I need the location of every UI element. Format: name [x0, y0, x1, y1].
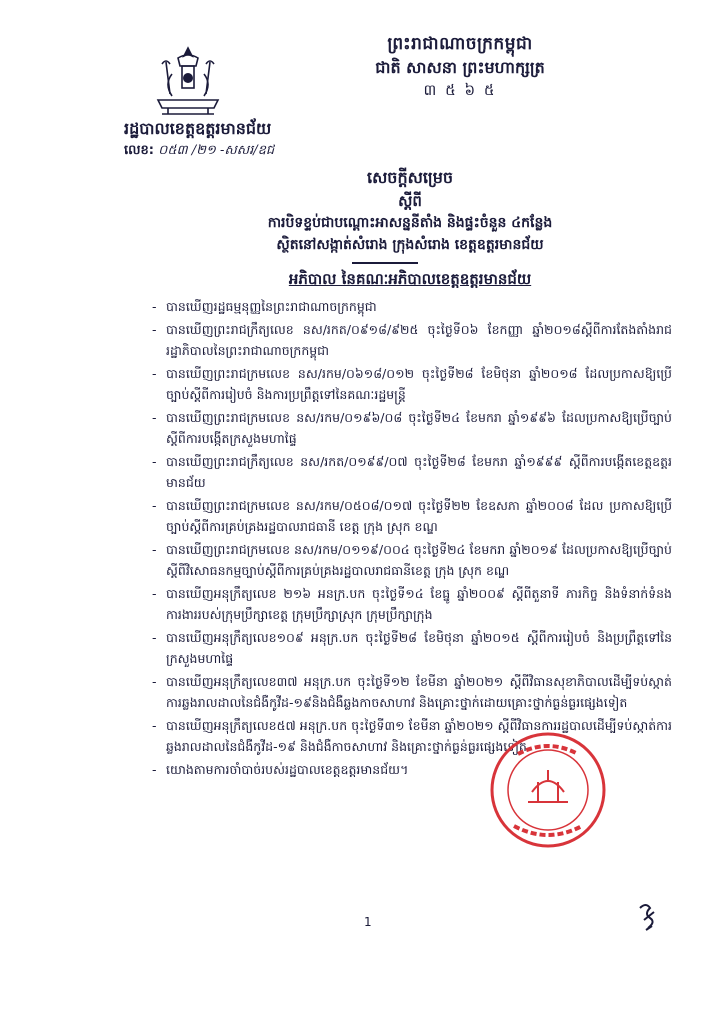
- list-item: - យោងតាមការចាំបាច់របស់រដ្ឋបាលខេត្តឧត្តរមានជ័យ។: [152, 762, 409, 777]
- kingdom-header: [270, 32, 650, 100]
- list-item: - បានឃើញព្រះរាជក្រមលេខ នស/រកម/០៦១៨/០១២ ចុះថ្ងៃទី២៨ ខែមិថុនា ឆ្នាំ២០១៨ ដែលប្រកាសឱ្យប្រើច្បាប់ស្ដីពីការរៀបចំ និងការប្រព្រឹត្តទៅនៃគណៈរដ្ឋមន្ត្រី: [152, 366, 672, 402]
- preamble-text: បានឃើញអនុក្រឹត្យលេខ១០៩ អនុក្រ.បក ចុះថ្ងៃទី២៨ ខែមិថុនា ឆ្នាំ២០១៥ ស្ដីពីការរៀបចំ និងប្រព្រឹត្តទៅនៃក្រសួងមហាផ្ទៃ: [166, 630, 672, 666]
- list-item: - បានឃើញព្រះរាជក្រឹត្យលេខ នស/រកត/០៩១៨/៩២៥ ចុះថ្ងៃទី០៦ ខែកញ្ញា ឆ្នាំ២០១៨ស្ដីពីការតែងតាំងរាជរដ្ឋាភិបាលនៃព្រះរាជាណាចក្រកម្ពុជា: [152, 322, 672, 358]
- administration-name: រដ្ឋបាលខេត្តឧត្តរមានជ័យ: [124, 119, 272, 138]
- list-item: - បានឃើញអនុក្រឹត្យលេខ៥៧ អនុក្រ.បក ចុះថ្ងៃទី៣១ ខែមីនា ឆ្នាំ២០២១ ស្ដីពីវិធានការរដ្ឋបាលដើម្បីទប់ស្កាត់ការឆ្លងរាលដាលនៃជំងឺកូវីដ-១៩ និងជំងឺកាចសាហាវ និងគ្រោះថ្នាក់ធ្ងន់ធ្ងរផ្សេងទៀត: [152, 718, 672, 754]
- official-seal-icon: [488, 730, 608, 850]
- list-item: - បានឃើញព្រះរាជក្រមលេខ នស/រកម/០៥០៨/០១៧ ចុះថ្ងៃទី២២ ខែឧសភា ឆ្នាំ២០០៨ ដែល ប្រកាសឱ្យប្រើច្បាប់ស្ដីពីការគ្រប់គ្រងរដ្ឋបាលរាជធានី ខេត្ត ក្រុង ស្រុក ខណ្ឌ: [152, 498, 672, 534]
- list-item: - បានឃើញព្រះរាជក្រឹត្យលេខ នស/រកត/០១៩៩/០៧ ចុះថ្ងៃទី២៨ ខែមករា ឆ្នាំ១៩៩៩ ស្ដីពីការបង្កើតខេត្តឧត្តរមានជ័យ: [152, 454, 672, 490]
- kingdom-line: ព្រះរាជាណាចក្រកម្ពុជា: [387, 34, 533, 54]
- preamble-text: បានឃើញព្រះរាជក្រមលេខ នស/រកម/០១៩៦/០៨ ចុះថ្ងៃទី២៤ ខែមករា ឆ្នាំ១៩៩៦ ដែលប្រកាសឱ្យប្រើច្បាប់ស្ដីពីការបង្កើតក្រសួងមហាផ្ទៃ: [166, 410, 672, 446]
- preamble-text: បានឃើញអនុក្រឹត្យលេខ៥៧ អនុក្រ.បក ចុះថ្ងៃទី៣១ ខែមីនា ឆ្នាំ២០២១ ស្ដីពីវិធានការរដ្ឋបាលដើម្បីទប់ស្កាត់ការឆ្លងរាលដាលនៃជំងឺកូវីដ-១៩ និងជំងឺកាចសាហាវ និងគ្រោះថ្នាក់ធ្ងន់ធ្ងរផ្សេងទៀត: [166, 718, 672, 754]
- royal-emblem-icon: [148, 44, 228, 116]
- motto-line: ជាតិ សាសនា ព្រះមហាក្សត្រ: [375, 58, 545, 77]
- list-item: - បានឃើញរដ្ឋធម្មនុញ្ញនៃព្រះរាជាណាចក្រកម្ពុជា: [152, 299, 377, 314]
- decision-heading: សេចក្ដីសម្រេច: [366, 168, 453, 187]
- authority-heading: អភិបាល នៃគណៈអភិបាលខេត្តឧត្តរមានជ័យ: [288, 270, 532, 288]
- decision-on: ស្ដីពី: [398, 192, 422, 210]
- subject-line-2: ស្ថិតនៅសង្កាត់សំរោង ក្រុងសំរោង ខេត្តឧត្តរមានជ័យ: [276, 237, 544, 253]
- preamble-text: បានឃើញព្រះរាជក្រឹត្យលេខ នស/រកត/០១៩៩/០៧ ចុះថ្ងៃទី២៨ ខែមករា ឆ្នាំ១៩៩៩ ស្ដីពីការបង្កើតខេត្តឧត្តរមានជ័យ: [166, 454, 672, 490]
- decision-title: [150, 166, 670, 256]
- preamble-text: បានឃើញព្រះរាជក្រឹត្យលេខ នស/រកត/០៩១៨/៩២៥ ចុះថ្ងៃទី០៦ ខែកញ្ញា ឆ្នាំ២០១៨ស្ដីពីការតែងតាំងរាជរដ្ឋាភិបាលនៃព្រះរាជាណាចក្រកម្ពុជា: [166, 322, 672, 358]
- preamble-text: យោងតាមការចាំបាច់របស់រដ្ឋបាលខេត្តឧត្តរមានជ័យ។: [166, 762, 409, 777]
- header-ornament: ៣ ៥ ៦ ៥: [423, 81, 497, 99]
- reference-number: [124, 142, 274, 161]
- reference-value: ០៥៣ /២១ -សសរ/ឧជ: [158, 143, 275, 158]
- page-number: 1: [364, 915, 372, 929]
- preamble-text: បានឃើញព្រះរាជក្រមលេខ នស/រកម/០៦១៨/០១២ ចុះថ្ងៃទី២៨ ខែមិថុនា ឆ្នាំ២០១៨ ដែលប្រកាសឱ្យប្រើច្បាប់ស្ដីពីការរៀបចំ និងការប្រព្រឹត្តទៅនៃគណៈរដ្ឋមន្ត្រី: [166, 366, 672, 402]
- list-item: - បានឃើញអនុក្រឹត្យលេខ ២១៦ អនក្រ.បក ចុះថ្ងៃទី១៤ ខែធ្នូ ឆ្នាំ២០០៩ ស្ដីពីតួនាទី ភារកិច្ច និងទំនាក់ទំនងការងាររបស់ក្រុមប្រឹក្សាខេត្ត ក្រុមប្រឹក្សាស្រុក ក្រុមប្រឹក្សាក្រុង: [152, 586, 672, 622]
- list-item: - បានឃើញព្រះរាជក្រមលេខ នស/រកម/០១១៩/០០៤ ចុះថ្ងៃទី២៤ ខែមករា ឆ្នាំ២០១៩ ដែលប្រកាសឱ្យប្រើច្បាប់ស្ដីពីវិសោធនកម្មច្បាប់ស្ដីពីការគ្រប់គ្រងរដ្ឋបាលរាជធានីខេត្ត ក្រុង ស្រុក ខណ្ឌ: [152, 542, 672, 578]
- subject-line-1: ការបិទខ្ទប់ជាបណ្ដោះអាសន្ននីតាំង និងផ្ទះចំនួន ៤កន្លែង: [267, 215, 553, 231]
- preamble-text: បានឃើញព្រះរាជក្រមលេខ នស/រកម/០១១៩/០០៤ ចុះថ្ងៃទី២៤ ខែមករា ឆ្នាំ២០១៩ ដែលប្រកាសឱ្យប្រើច្បាប់ស្ដីពីវិសោធនកម្មច្បាប់ស្ដីពីការគ្រប់គ្រងរដ្ឋបាលរាជធានីខេត្ត ក្រុង ស្រុក ខណ្ឌ: [166, 542, 672, 578]
- list-item: - បានឃើញអនុក្រឹត្យលេខ១០៩ អនុក្រ.បក ចុះថ្ងៃទី២៨ ខែមិថុនា ឆ្នាំ២០១៥ ស្ដីពីការរៀបចំ និងប្រព្រឹត្តទៅនៃក្រសួងមហាផ្ទៃ: [152, 630, 672, 666]
- list-item: - បានឃើញព្រះរាជក្រមលេខ នស/រកម/០១៩៦/០៨ ចុះថ្ងៃទី២៤ ខែមករា ឆ្នាំ១៩៩៦ ដែលប្រកាសឱ្យប្រើច្បាប់ស្ដីពីការបង្កើតក្រសួងមហាផ្ទៃ: [152, 410, 672, 446]
- preamble-text: បានឃើញអនុក្រឹត្យលេខ៣៧ អនុក្រ.បក ចុះថ្ងៃទី១២ ខែមីនា ឆ្នាំ២០២១ ស្ដីពីវិធានសុខាភិបាលដើម្បីទប់ស្កាត់ការឆ្លងរាលដាលនៃជំងឺកូវីដ-១៩និងជំងឺឆ្លងកាចសាហាវ និងគ្រោះថ្នាក់ដោយគ្រោះថ្នាក់ធ្ងន់ធ្ងរផ្សេងទៀត: [166, 674, 672, 710]
- preamble-text: បានឃើញអនុក្រឹត្យលេខ ២១៦ អនក្រ.បក ចុះថ្ងៃទី១៤ ខែធ្នូ ឆ្នាំ២០០៩ ស្ដីពីតួនាទី ភារកិច្ច និងទំនាក់ទំនងការងាររបស់ក្រុមប្រឹក្សាខេត្ត ក្រុមប្រឹក្សាស្រុក ក្រុមប្រឹក្សាក្រុង: [166, 586, 672, 622]
- signature-initial-icon: [632, 900, 662, 934]
- list-item: - បានឃើញអនុក្រឹត្យលេខ៣៧ អនុក្រ.បក ចុះថ្ងៃទី១២ ខែមីនា ឆ្នាំ២០២១ ស្ដីពីវិធានសុខាភិបាលដើម្បីទប់ស្កាត់ការឆ្លងរាលដាលនៃជំងឺកូវីដ-១៩និងជំងឺឆ្លងកាចសាហាវ និងគ្រោះថ្នាក់ដោយគ្រោះថ្នាក់ធ្ងន់ធ្ងរផ្សេងទៀត: [152, 674, 672, 710]
- preamble-list: [152, 296, 672, 782]
- preamble-text: បានឃើញរដ្ឋធម្មនុញ្ញនៃព្រះរាជាណាចក្រកម្ពុជា: [166, 299, 377, 314]
- preamble-text: បានឃើញព្រះរាជក្រមលេខ នស/រកម/០៥០៨/០១៧ ចុះថ្ងៃទី២២ ខែឧសភា ឆ្នាំ២០០៨ ដែល ប្រកាសឱ្យប្រើច្បាប់ស្ដីពីការគ្រប់គ្រងរដ្ឋបាលរាជធានី ខេត្ត ក្រុង ស្រុក ខណ្ឌ: [166, 498, 672, 534]
- reference-label: លេខ:: [124, 143, 154, 158]
- title-divider: [352, 262, 418, 264]
